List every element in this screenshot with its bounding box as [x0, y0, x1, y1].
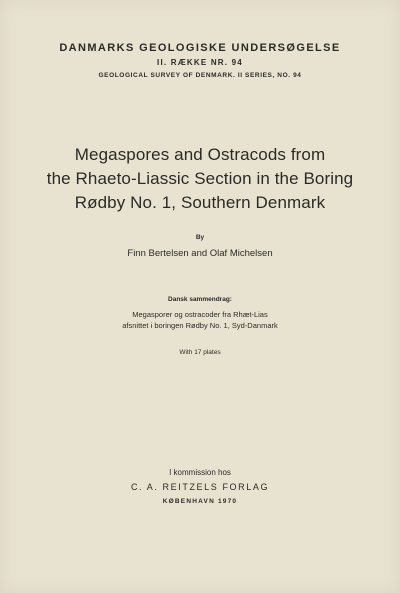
publication-place-year: KØBENHAVN 1970	[162, 498, 238, 505]
plates-note: With 17 plates	[179, 349, 221, 356]
summary-line-2: afsnittet i boringen Rødby No. 1, Syd-Danmark	[122, 321, 278, 330]
series-english: GEOLOGICAL SURVEY OF DENMARK. II SERIES, NO. 94	[98, 72, 302, 79]
authors: Finn Bertelsen and Olaf Michelsen	[127, 248, 273, 259]
summary-heading: Dansk sammendrag:	[168, 296, 232, 303]
summary-title	[0, 309, 400, 331]
publisher-name: C. A. REITZELS FORLAG	[130, 482, 270, 492]
by-label: By	[195, 234, 205, 241]
summary-line-1: Megasporer og ostracoder fra Rhæt-Lias	[132, 310, 268, 319]
title-line-2: the Rhaeto-Liassic Section in the Boring	[46, 169, 354, 188]
title-line-1: Megaspores and Ostracods from	[74, 145, 326, 164]
series-publisher: DANMARKS GEOLOGISKE UNDERSØGELSE	[59, 42, 341, 54]
series-number: II. RÆKKE NR. 94	[157, 58, 243, 67]
book-title	[0, 143, 400, 215]
commission-note: I kommission hos	[169, 468, 231, 477]
title-line-3: Rødby No. 1, Southern Denmark	[74, 193, 326, 212]
